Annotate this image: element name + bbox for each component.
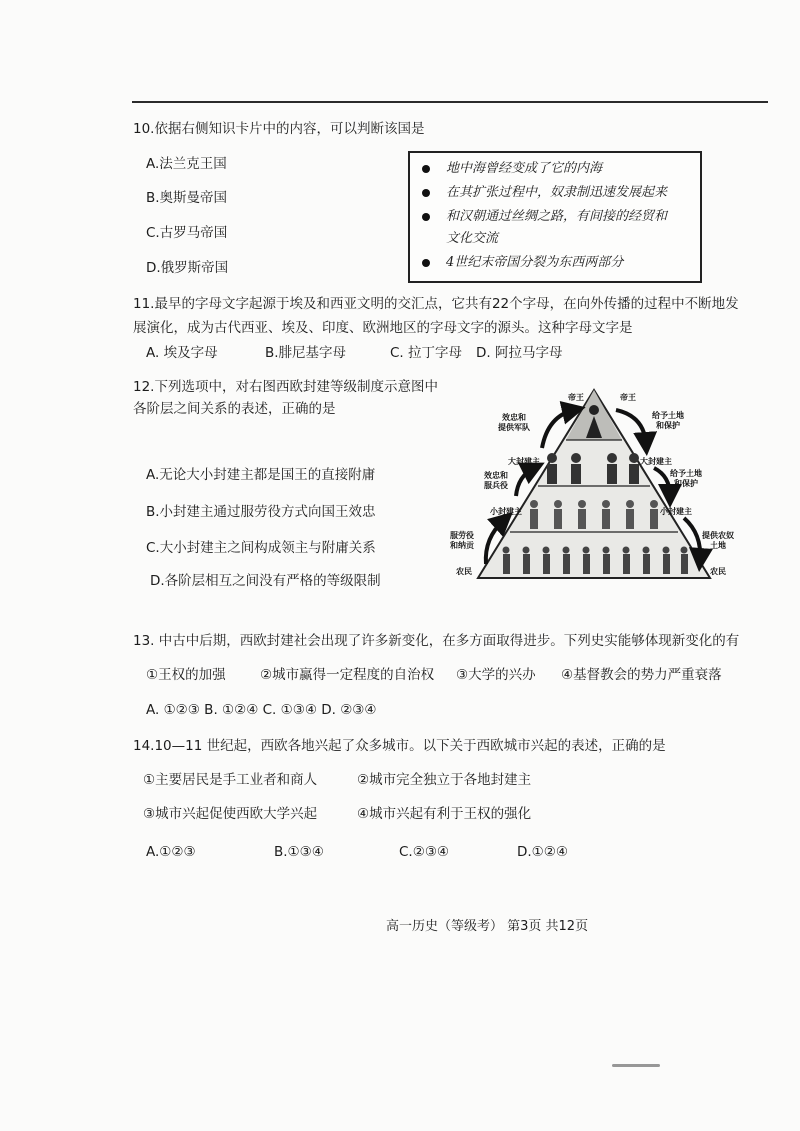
label-grant-2: 和保护 [656,421,680,430]
label-grant-1: 给予土地 [652,411,684,420]
q14-option-c: C.②③④ [399,844,450,860]
bullet-icon [422,259,430,267]
q12-line1: 12.下列选项中，对右图西欧封建等级制度示意图中 [133,379,438,395]
q13-item-4: ④基督教会的势力严重衰落 [561,667,722,683]
q10-option-c: C.古罗马帝国 [146,225,228,241]
q14-item-3: ③城市兴起促使西欧大学兴起 [143,806,318,822]
label-small-lord-left: 小封建主 [490,507,522,516]
q14-stem: 14.10—11 世纪起，西欧各地兴起了众多城市。以下关于西欧城市兴起的表述，正确的是 [133,738,666,754]
q14-option-d: D.①②④ [517,844,568,860]
label-service-2: 服兵役 [484,481,508,490]
q14-option-b: B.①③④ [274,844,324,860]
top-rule [132,101,768,103]
q12-option-b: B.小封建主通过服劳役方式向国王效忠 [146,504,376,520]
q13-item-1: ①王权的加强 [146,667,226,683]
label-labor-1: 服劳役 [450,531,474,540]
label-labor-2: 和纳贡 [450,541,474,550]
q10-option-d: D.俄罗斯帝国 [146,260,229,276]
bullet-icon [422,189,430,197]
q11-line2: 展演化，成为古代西亚、埃及、印度、欧洲地区的字母文字的源头。这种字母文字是 [133,320,633,336]
feudal-hierarchy-diagram [448,388,740,584]
q10-option-b: B.奥斯曼帝国 [146,190,228,206]
q13-options: A. ①②③ B. ①②④ C. ①③④ D. ②③④ [146,702,377,718]
card-item: 和汉朝通过丝绸之路，有间接的经贸和 [422,205,667,224]
card-item: 在其扩张过程中，奴隶制迅速发展起来 [422,181,667,200]
q11-line1: 11.最早的字母文字起源于埃及和西亚文明的交汇点，它共有22个字母，在向外传播的过程中不断地发 [133,296,739,312]
q14-option-a: A.①②③ [146,844,196,860]
label-grant-mid-1: 给予土地 [670,469,702,478]
q13-item-2: ②城市赢得一定程度的自治权 [260,667,435,683]
label-loyalty-1: 效忠和 [502,413,526,422]
card-item: 地中海曾经变成了它的内海 [422,157,602,176]
label-big-lord-left: 大封建主 [508,457,540,466]
label-king-left: 帝王 [568,393,584,402]
q11-option-b: B.腓尼基字母 [265,345,347,361]
label-peasant-right: 农民 [710,567,726,576]
label-provide-2: 土地 [710,541,726,550]
card-item: 4世纪末帝国分裂为东西两部分 [422,251,623,270]
label-peasant-left: 农民 [456,567,472,576]
q12-line2: 各阶层之间关系的表述，正确的是 [133,401,336,417]
card-item-continued: 文化交流 [446,231,499,246]
scan-mark [612,1064,660,1067]
q11-option-c: C. 拉丁字母 [390,345,463,361]
q11-option-a: A. 埃及字母 [146,345,218,361]
label-small-lord-right: 小封建主 [660,507,692,516]
q12-option-d: D.各阶层相互之间没有严格的等级限制 [150,573,381,589]
q14-item-4: ④城市兴起有利于王权的强化 [357,806,532,822]
q14-item-2: ②城市完全独立于各地封建主 [357,772,532,788]
label-big-lord-right: 大封建主 [640,457,672,466]
page-footer: 高一历史（等级考） 第3页 共12页 [386,919,589,934]
q14-item-1: ①主要居民是手工业者和商人 [143,772,318,788]
q10-stem: 10.依据右侧知识卡片中的内容，可以判断该国是 [133,121,425,137]
q12-option-a: A.无论大小封建主都是国王的直接附庸 [146,467,376,483]
bullet-icon [422,213,430,221]
q10-option-a: A.法兰克王国 [146,156,227,172]
q12-option-c: C.大小封建主之间构成领主与附庸关系 [146,540,376,556]
label-loyalty-2: 提供军队 [498,423,530,432]
label-provide-1: 提供农奴 [702,531,734,540]
q13-item-3: ③大学的兴办 [456,667,536,683]
label-service-1: 效忠和 [484,471,508,480]
bullet-icon [422,165,430,173]
label-grant-mid-2: 和保护 [674,479,698,488]
label-king-right: 帝王 [620,393,636,402]
knowledge-card [408,151,702,283]
q13-stem: 13. 中古中后期，西欧封建社会出现了许多新变化，在多方面取得进步。下列史实能够体现新变化的有 [133,633,740,649]
q11-option-d: D. 阿拉马字母 [476,345,563,361]
